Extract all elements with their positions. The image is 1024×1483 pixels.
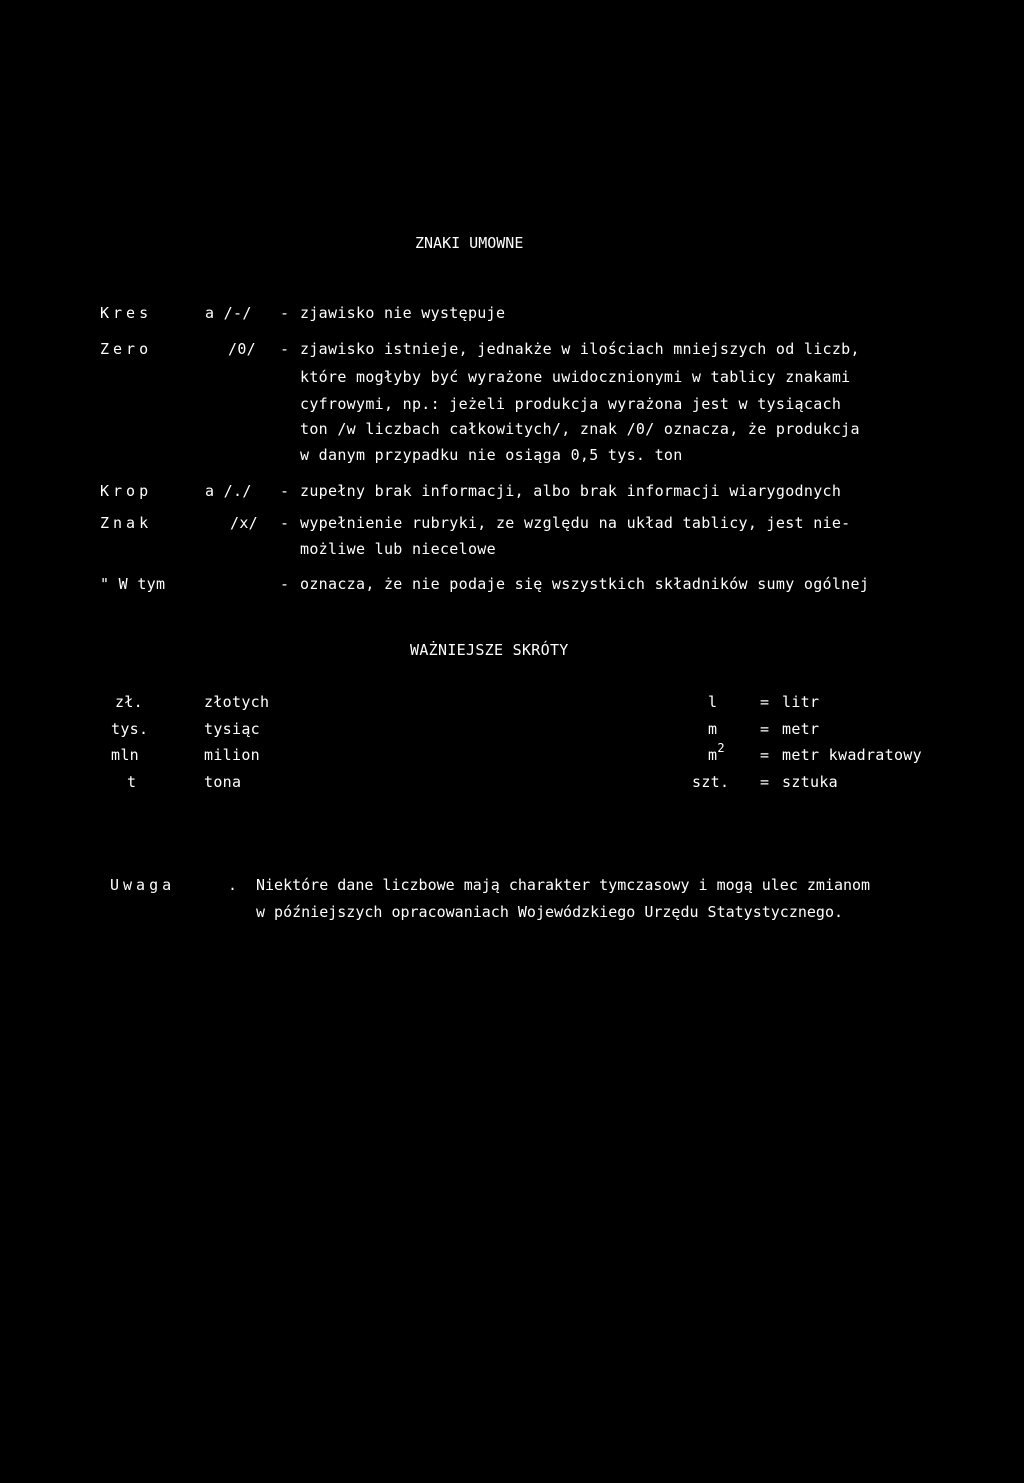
symbol-desc-line: w danym przypadku nie osiąga 0,5 tys. ton (300, 446, 683, 464)
abbr-left-meaning: złotych (204, 693, 270, 711)
symbol-dash: - (280, 575, 290, 593)
abbr-left: tys. (111, 720, 149, 738)
symbol-desc-line: zjawisko istnieje, jednakże w ilościach mniejszych od liczb, (300, 340, 860, 358)
abbr-right: l (708, 693, 718, 711)
abbr-right: m (708, 720, 718, 738)
symbol-sign-kropka: a /./ (205, 482, 252, 500)
symbol-label-znak: Znak (100, 514, 153, 532)
abbr-left-meaning: milion (204, 746, 260, 764)
abbr-right-base: m (708, 746, 718, 764)
abbr-left: mln (111, 746, 139, 764)
symbol-label-w-tym: " W tym (100, 575, 166, 593)
symbol-sign-kres: a /-/ (205, 304, 252, 322)
symbol-desc-line: zjawisko nie występuje (300, 304, 506, 322)
symbol-dash: - (280, 304, 290, 322)
abbr-left: zł. (115, 693, 143, 711)
symbol-sign-zero: /0/ (228, 340, 256, 358)
abbr-right-meaning: metr (782, 720, 820, 738)
abbr-right-meaning: metr kwadratowy (782, 746, 922, 764)
note-label: Uwaga (110, 876, 176, 894)
symbol-desc-line: możliwe lub niecelowe (300, 540, 496, 558)
page-title: ZNAKI UMOWNE (415, 234, 524, 252)
symbol-desc-line: wypełnienie rubryki, ze względu na układ tablicy, jest nie- (300, 514, 851, 532)
symbol-desc-line: zupełny brak informacji, albo brak informacji wiarygodnych (300, 482, 842, 500)
abbr-right-meaning: litr (782, 693, 820, 711)
abbr-left: t (127, 773, 137, 791)
abbr-right-eq: = (760, 720, 770, 738)
abbr-left-meaning: tona (204, 773, 242, 791)
abbr-right-eq: = (760, 693, 770, 711)
symbol-desc-line: cyfrowymi, np.: jeżeli produkcja wyrażona jest w tysiącach (300, 395, 842, 413)
symbol-dash: - (280, 514, 290, 532)
note-line: w późniejszych opracowaniach Wojewódzkiego Urzędu Statystycznego. (256, 903, 843, 921)
abbr-right-meaning: sztuka (782, 773, 838, 791)
symbol-desc-line: oznacza, że nie podaje się wszystkich składników sumy ogólnej (300, 575, 870, 593)
symbol-label-kres: Kres (100, 304, 153, 322)
abbr-right-eq: = (760, 773, 770, 791)
symbol-dash: - (280, 482, 290, 500)
abbr-right-superscript: 2 (717, 741, 725, 755)
abbr-right-eq: = (760, 746, 770, 764)
abbr-right (708, 741, 725, 764)
symbol-desc-line: które mogłyby być wyrażone uwidocznionymi w tablicy znakami (300, 368, 851, 386)
note-dot: . (228, 876, 238, 894)
note-line: Niektóre dane liczbowe mają charakter tymczasowy i mogą ulec zmianom (256, 876, 871, 894)
symbol-label-kropka: Krop (100, 482, 153, 500)
abbr-left-meaning: tysiąc (204, 720, 260, 738)
symbol-sign-znak: /x/ (230, 514, 258, 532)
abbreviations-title: WAŻNIEJSZE SKRÓTY (410, 641, 569, 659)
symbol-desc-line: ton /w liczbach całkowitych/, znak /0/ oznacza, że produkcja (300, 420, 860, 438)
abbr-right: szt. (692, 773, 730, 791)
symbol-label-zero: Zero (100, 340, 153, 358)
symbol-dash: - (280, 340, 290, 358)
